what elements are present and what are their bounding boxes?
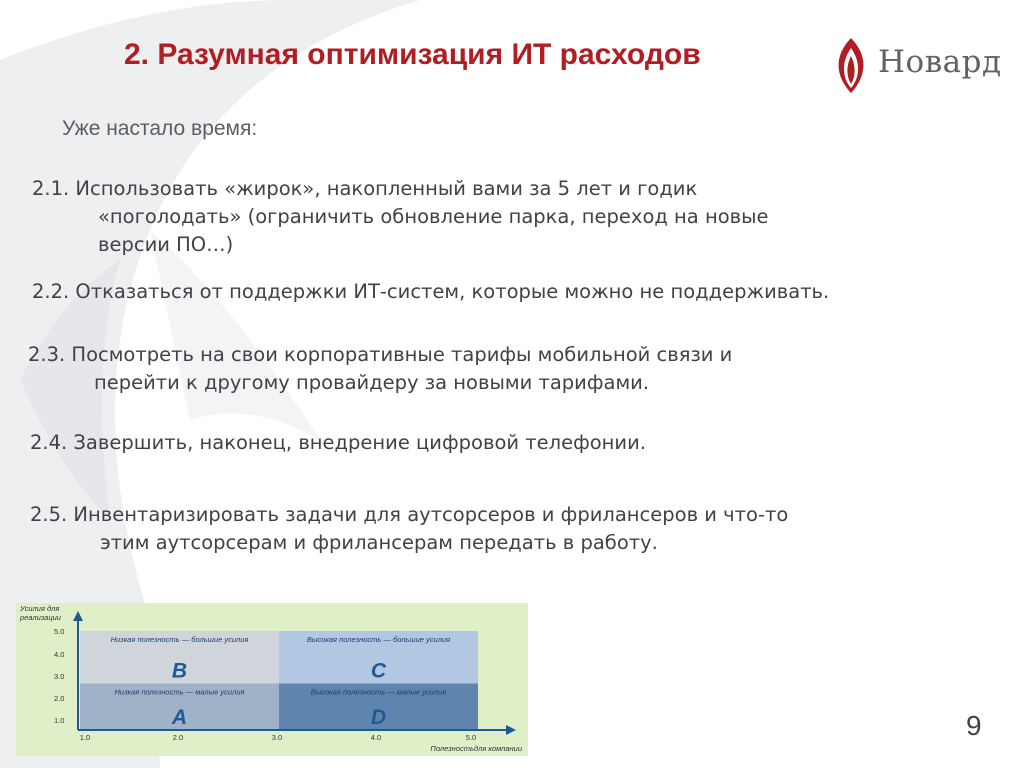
- list-item: [30, 501, 788, 557]
- quadrant-label: Низкая полезность — большие усилия: [110, 635, 249, 644]
- item-line: 2.2. Отказаться от поддержки ИТ-систем, которые можно не поддерживать.: [32, 280, 830, 303]
- x-tick-label: 2.0: [172, 733, 184, 742]
- quadrant-letter: A: [171, 706, 188, 729]
- item-line: 2.1. Использовать «жирок», накопленный вами за 5 лет и годик: [32, 177, 698, 200]
- y-axis-arrow-icon: [73, 611, 83, 621]
- item-line: 2.5. Инвентаризировать задачи для аутсорсеров и фрилансеров и что-то: [30, 503, 789, 526]
- y-tick-label: 4.0: [54, 650, 65, 659]
- quadrant-label: Низкая полезность — малые усилия: [114, 687, 245, 697]
- x-axis-arrow-icon: [506, 725, 516, 735]
- x-tick-label: 1.0: [79, 733, 91, 742]
- page-number: 9: [966, 710, 982, 741]
- y-tick-label: 1.0: [54, 716, 65, 725]
- matrix-chart: [16, 603, 528, 756]
- item-line: 2.3. Посмотреть на свои корпоративные тарифы мобильной связи и: [28, 343, 733, 366]
- quadrant-letter: C: [370, 659, 387, 683]
- list-item: [32, 278, 829, 306]
- item-line: версии ПО…): [98, 233, 234, 256]
- y-axis-label: реализации: [20, 613, 61, 622]
- item-line: 2.4. Завершить, наконец, внедрение цифровой телефонии.: [30, 431, 646, 454]
- x-tick-label: 3.0: [271, 733, 283, 742]
- x-axis-label: Полезностьдля компании: [430, 744, 522, 753]
- intro-text: Уже настало время:: [62, 117, 258, 140]
- list-item: [32, 175, 769, 259]
- slide-title: 2. Разумная оптимизация ИТ расходов: [124, 38, 701, 71]
- quadrant-letter: B: [171, 659, 188, 683]
- x-tick-label: 5.0: [465, 733, 477, 742]
- item-line: «поголодать» (ограничить обновление парка, переход на новые: [98, 205, 769, 228]
- list-item: [28, 341, 732, 397]
- y-tick-label: 5.0: [54, 627, 65, 636]
- x-tick-label: 4.0: [370, 733, 382, 742]
- list-item: [30, 429, 646, 457]
- y-tick-label: 3.0: [54, 672, 65, 681]
- quadrant-label: Высокая полезность — большие усилия: [306, 635, 451, 644]
- item-line: перейти к другому провайдеру за новыми тарифами.: [94, 371, 650, 394]
- effort-value-matrix: [16, 603, 528, 756]
- quadrant-letter: D: [370, 706, 387, 729]
- logo-text: Новард: [878, 44, 1002, 80]
- company-logo: [834, 36, 1004, 96]
- flame-logo-icon: [834, 36, 874, 96]
- item-line: этим аутсорсерам и фрилансерам передать в работу.: [100, 531, 658, 554]
- y-tick-label: 2.0: [54, 694, 65, 703]
- quadrant-label: Высокая полезность — малые усилия: [310, 687, 447, 697]
- y-axis-label: Усилия для: [20, 604, 60, 613]
